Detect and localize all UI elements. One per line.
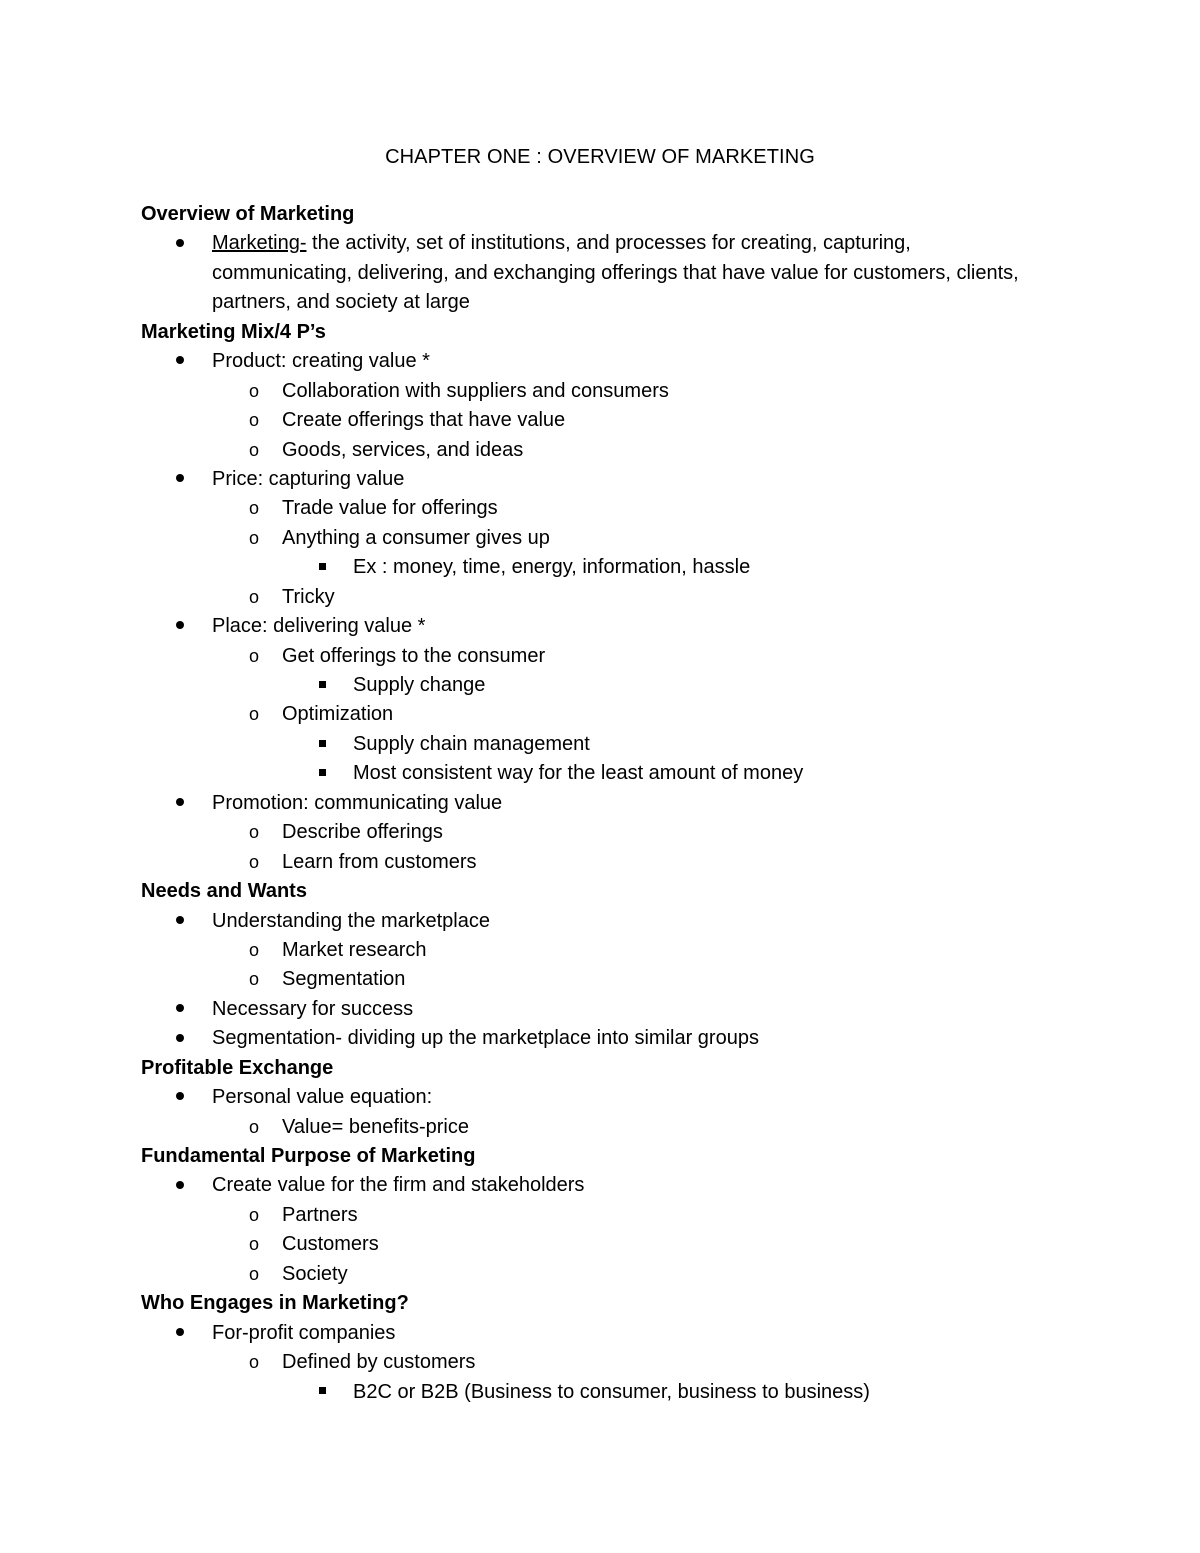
section-heading: Needs and Wants xyxy=(141,880,307,903)
list-item-level-2 xyxy=(0,1113,1200,1142)
list-item-level-3 xyxy=(0,553,1200,582)
bullet-dot-icon xyxy=(170,789,190,818)
list-item-level-3 xyxy=(0,1378,1200,1407)
list-item-level-2 xyxy=(0,436,1200,465)
bullet-square-icon xyxy=(312,671,332,700)
bullet-dot-shape xyxy=(176,1092,184,1100)
bullet-dot-icon xyxy=(170,465,190,494)
list-item-text: For-profit companies xyxy=(212,1321,396,1344)
bullet-square-icon xyxy=(312,1378,332,1407)
list-item-level-2 xyxy=(0,1201,1200,1230)
list-item-level-1 xyxy=(0,612,1200,641)
bullet-square-shape xyxy=(319,1387,326,1394)
definition-text: the activity, set of institutions, and processes for creating, capturing, communicating, delivering, and exchanging offerings that have value for customers, clients, partners, and society at large xyxy=(212,232,1019,314)
list-item-level-2 xyxy=(0,494,1200,523)
list-item-text: Personal value equation: xyxy=(212,1086,433,1109)
bullet-dot-icon xyxy=(170,1024,190,1053)
bullet-circle-icon: o xyxy=(248,1352,259,1373)
list-item-text: Understanding the marketplace xyxy=(212,909,490,932)
bullet-dot-icon xyxy=(170,1319,190,1348)
bullet-dot-shape xyxy=(176,474,184,482)
bullet-dot-shape xyxy=(176,356,184,364)
list-item-level-2 xyxy=(0,1260,1200,1289)
list-item-level-1 xyxy=(0,347,1200,376)
list-item-text: Customers xyxy=(282,1233,379,1256)
list-item-text: Necessary for success xyxy=(212,997,414,1020)
list-item-level-2 xyxy=(0,700,1200,729)
bullet-dot-shape xyxy=(176,1181,184,1189)
list-item-level-1 xyxy=(0,907,1200,936)
list-item-text: Supply chain management xyxy=(353,732,590,755)
bullet-dot-icon xyxy=(170,995,190,1024)
bullet-circle-icon: o xyxy=(248,1234,259,1255)
list-item-level-2 xyxy=(0,1348,1200,1377)
bullet-dot-shape xyxy=(176,239,184,247)
list-item-text: Promotion: communicating value xyxy=(212,791,503,814)
list-item-text: Segmentation- dividing up the marketplace into similar groups xyxy=(212,1027,759,1050)
bullet-circle-icon: o xyxy=(248,586,259,607)
list-item-text: Create value for the firm and stakeholders xyxy=(212,1174,585,1197)
bullet-circle-icon: o xyxy=(248,410,259,431)
bullet-dot-shape xyxy=(176,1328,184,1336)
list-item-text: Collaboration with suppliers and consumers xyxy=(282,379,669,402)
list-item-level-3 xyxy=(0,759,1200,788)
list-item-level-1 xyxy=(0,1083,1200,1112)
section-heading: Overview of Marketing xyxy=(141,203,355,225)
list-item-level-1 xyxy=(0,229,1022,317)
list-item-text: Describe offerings xyxy=(282,821,443,844)
bullet-circle-icon: o xyxy=(248,822,259,843)
list-item-level-2 xyxy=(0,583,1200,612)
list-item-level-1 xyxy=(0,1024,1200,1053)
bullet-dot-icon xyxy=(170,347,190,376)
document-title: CHAPTER ONE : OVERVIEW OF MARKETING xyxy=(385,146,815,168)
bullet-circle-icon: o xyxy=(248,380,259,401)
list-item-text: Place: delivering value * xyxy=(212,615,426,638)
bullet-circle-icon: o xyxy=(248,1263,259,1284)
list-item-text: Learn from customers xyxy=(282,850,477,873)
list-item-text: Market research xyxy=(282,938,427,961)
bullet-circle-icon: o xyxy=(248,851,259,872)
list-item-text: Supply change xyxy=(353,674,486,697)
list-item-level-2 xyxy=(0,524,1200,553)
bullet-circle-icon: o xyxy=(248,1204,259,1225)
document-body xyxy=(0,200,1200,1407)
bullet-square-shape xyxy=(319,769,326,776)
bullet-dot-icon xyxy=(170,907,190,936)
list-item-text: Product: creating value * xyxy=(212,350,430,373)
list-item-text: Most consistent way for the least amount of money xyxy=(353,762,804,785)
list-item-level-1 xyxy=(0,1319,1200,1348)
list-item-level-1 xyxy=(0,1171,1200,1200)
bullet-circle-icon: o xyxy=(248,969,259,990)
list-item-level-1 xyxy=(0,789,1200,818)
bullet-dot-shape xyxy=(176,1034,184,1042)
section-heading: Who Engages in Marketing? xyxy=(141,1292,409,1315)
list-item-text: Anything a consumer gives up xyxy=(282,526,550,549)
bullet-circle-icon: o xyxy=(248,645,259,666)
bullet-circle-icon: o xyxy=(248,498,259,519)
bullet-circle-icon: o xyxy=(248,527,259,548)
list-item-level-2 xyxy=(0,818,1200,847)
list-item-text: Value= benefits-price xyxy=(282,1115,469,1138)
list-item-text: Get offerings to the consumer xyxy=(282,644,546,667)
bullet-square-shape xyxy=(319,563,326,570)
bullet-dot-icon xyxy=(170,612,190,641)
list-item-level-2 xyxy=(0,848,1200,877)
list-item-level-2 xyxy=(0,936,1200,965)
section-heading: Profitable Exchange xyxy=(141,1056,334,1079)
list-item-text: Partners xyxy=(282,1203,358,1226)
section-heading: Marketing Mix/4 P’s xyxy=(141,320,326,343)
definition-term: Marketing- xyxy=(212,232,307,255)
list-item-text: Price: capturing value xyxy=(212,467,405,490)
bullet-dot-icon xyxy=(170,229,190,258)
list-item-text: Tricky xyxy=(282,585,335,608)
list-item-text: B2C or B2B (Business to consumer, business to business) xyxy=(353,1380,870,1403)
list-item-level-2 xyxy=(0,406,1200,435)
section-heading: Fundamental Purpose of Marketing xyxy=(141,1145,476,1168)
list-item-text: Society xyxy=(282,1262,348,1285)
list-item-level-1 xyxy=(0,465,1200,494)
list-item-text: Trade value for offerings xyxy=(282,497,498,520)
list-item-level-2 xyxy=(0,377,1200,406)
bullet-circle-icon: o xyxy=(248,1116,259,1137)
list-item-level-3 xyxy=(0,730,1200,759)
bullet-circle-icon: o xyxy=(248,939,259,960)
bullet-dot-shape xyxy=(176,1004,184,1012)
bullet-circle-icon: o xyxy=(248,439,259,460)
list-item-text: Goods, services, and ideas xyxy=(282,438,524,461)
bullet-dot-icon xyxy=(170,1171,190,1200)
list-item-text: Defined by customers xyxy=(282,1351,476,1374)
bullet-dot-shape xyxy=(176,916,184,924)
bullet-dot-icon xyxy=(170,1083,190,1112)
list-item-level-1 xyxy=(0,995,1200,1024)
bullet-dot-shape xyxy=(176,621,184,629)
list-item-text: Optimization xyxy=(282,703,394,726)
list-item-level-2 xyxy=(0,642,1200,671)
list-item-text: Segmentation xyxy=(282,968,406,991)
bullet-square-shape xyxy=(319,740,326,747)
list-item-level-3 xyxy=(0,671,1200,700)
bullet-dot-shape xyxy=(176,798,184,806)
list-item-level-2 xyxy=(0,1230,1200,1259)
list-item-level-2 xyxy=(0,965,1200,994)
bullet-square-icon xyxy=(312,730,332,759)
bullet-square-icon xyxy=(312,553,332,582)
list-item-text: Create offerings that have value xyxy=(282,409,566,432)
bullet-square-shape xyxy=(319,681,326,688)
bullet-circle-icon: o xyxy=(248,704,259,725)
bullet-square-icon xyxy=(312,759,332,788)
list-item-text: Ex : money, time, energy, information, hassle xyxy=(353,556,751,579)
